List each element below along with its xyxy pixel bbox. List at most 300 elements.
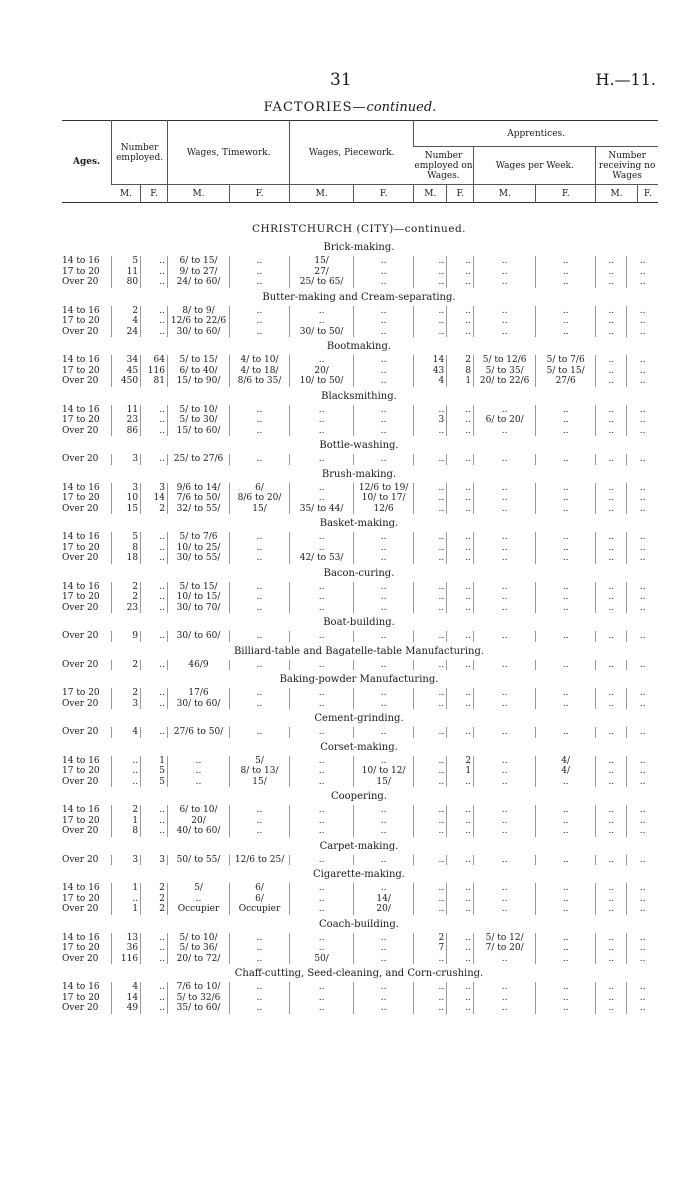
data-cell: 10/ to 50/: [290, 376, 354, 387]
data-cell: ..: [354, 1003, 414, 1014]
table-row: [62, 816, 658, 827]
data-cell: 1: [447, 766, 474, 777]
data-cell: ..: [230, 699, 290, 710]
section-heading: Brush-making.: [321, 468, 397, 480]
age-cell: Over 20: [62, 776, 99, 787]
header-ages: Ages.: [72, 156, 101, 167]
data-cell: 35/ to 44/: [290, 504, 354, 515]
data-cell: ..: [414, 660, 447, 671]
data-cell: ..: [596, 766, 627, 777]
data-cell: ..: [627, 592, 658, 603]
data-cell: 9: [112, 631, 141, 642]
data-cell: ..: [290, 543, 354, 554]
data-cell: ..: [447, 816, 474, 827]
data-cell: 8: [112, 543, 141, 554]
data-cell: ..: [596, 483, 627, 494]
data-cell: ..: [354, 982, 414, 993]
age-cell: 17 to 20: [62, 688, 100, 698]
section-heading: Brick-making.: [323, 242, 395, 253]
data-cell: ..: [141, 582, 168, 593]
data-cell: ..: [447, 933, 474, 944]
data-cell: 86: [112, 426, 141, 437]
data-cell: ..: [414, 483, 447, 494]
data-cell: 8/ to 13/: [230, 766, 290, 777]
data-cell: ..: [230, 816, 290, 827]
data-cell: ..: [230, 603, 290, 614]
age-cell: 14 to 16: [62, 755, 100, 766]
header-number-on-wages: Number employed on Wages.: [414, 147, 474, 185]
data-cell: ..: [447, 267, 474, 278]
age-cell: 14 to 16: [62, 932, 100, 943]
data-cell: ..: [474, 1003, 536, 1014]
data-cell: ..: [447, 993, 474, 1004]
data-cell: 20/: [290, 366, 354, 377]
data-cell: ..: [354, 366, 414, 377]
data-cell: ..: [447, 894, 474, 905]
data-cell: ..: [447, 660, 474, 671]
data-cell: ..: [596, 699, 627, 710]
data-cell: ..: [474, 592, 536, 603]
table-row: [62, 777, 658, 788]
age-cell: Over 20: [62, 698, 99, 709]
data-cell: ..: [354, 756, 414, 767]
data-cell: 30/ to 50/: [290, 327, 354, 338]
data-cell: ..: [447, 327, 474, 338]
data-cell: ..: [536, 306, 596, 317]
data-cell: ..: [290, 426, 354, 437]
data-cell: 2: [414, 933, 447, 944]
data-cell: ..: [536, 933, 596, 944]
data-cell: 4/: [536, 766, 596, 777]
data-cell: ..: [230, 532, 290, 543]
data-cell: ..: [627, 532, 658, 543]
data-cell: ..: [354, 943, 414, 954]
data-cell: ..: [230, 727, 290, 738]
data-cell: ..: [596, 777, 627, 788]
age-cell: 14 to 16: [62, 355, 100, 365]
data-cell: ..: [596, 727, 627, 738]
table-row: [62, 805, 658, 816]
data-cell: 25/ to 27/6: [167, 454, 229, 465]
data-cell: 6/ to 10/: [167, 805, 229, 816]
data-cell: ..: [474, 277, 536, 288]
data-cell: 116: [112, 954, 141, 965]
age-cell: Over 20: [62, 1003, 99, 1013]
data-cell: ..: [141, 454, 168, 465]
data-cell: 3: [141, 855, 168, 866]
data-cell: ..: [447, 805, 474, 816]
table-row: [62, 277, 658, 288]
data-cell: ..: [167, 766, 229, 777]
data-cell: ..: [354, 603, 414, 614]
data-cell: ..: [354, 688, 414, 699]
data-cell: ..: [627, 493, 658, 504]
data-cell: ..: [414, 504, 447, 515]
data-cell: ..: [474, 816, 536, 827]
data-cell: ..: [141, 426, 168, 437]
data-cell: ..: [112, 756, 141, 767]
data-cell: ..: [141, 982, 168, 993]
data-cell: ..: [596, 805, 627, 816]
data-cell: 10/ to 17/: [354, 493, 414, 504]
age-cell: Over 20: [62, 602, 99, 613]
data-cell: ..: [536, 316, 596, 327]
header-f: F.: [447, 185, 474, 203]
data-cell: 2: [141, 883, 168, 894]
data-cell: ..: [230, 660, 290, 671]
data-cell: 5/ to 32/6: [167, 993, 229, 1004]
data-cell: ..: [474, 256, 536, 267]
data-cell: ..: [230, 426, 290, 437]
data-cell: ..: [474, 826, 536, 837]
data-cell: ..: [141, 543, 168, 554]
section-heading: Cigarette-making.: [313, 869, 405, 880]
data-cell: ..: [596, 405, 627, 416]
data-cell: ..: [141, 1003, 168, 1014]
data-cell: ..: [141, 415, 168, 426]
data-cell: ..: [627, 582, 658, 593]
section-heading: Coach-building.: [319, 918, 399, 930]
data-cell: ..: [474, 756, 536, 767]
data-cell: ..: [354, 883, 414, 894]
data-cell: ..: [230, 415, 290, 426]
data-cell: ..: [414, 777, 447, 788]
data-cell: ..: [596, 816, 627, 827]
data-cell: ..: [230, 256, 290, 267]
data-cell: ..: [536, 256, 596, 267]
data-cell: ..: [141, 805, 168, 816]
data-cell: ..: [414, 688, 447, 699]
data-cell: 3: [112, 454, 141, 465]
data-cell: ..: [230, 954, 290, 965]
table-row: [62, 543, 658, 554]
data-cell: ..: [596, 277, 627, 288]
data-cell: 3: [112, 855, 141, 866]
data-cell: ..: [536, 327, 596, 338]
data-cell: 5/ to 35/: [474, 366, 536, 377]
data-cell: ..: [354, 826, 414, 837]
data-cell: 5/ to 15/: [167, 355, 229, 366]
data-cell: 6/ to 40/: [167, 366, 229, 377]
data-cell: ..: [354, 306, 414, 317]
data-cell: ..: [414, 267, 447, 278]
section-heading: Chaff-cutting, Seed-cleaning, and Corn-crushing.: [234, 968, 484, 979]
age-cell: 14 to 16: [62, 982, 100, 992]
data-cell: ..: [596, 376, 627, 387]
age-cell: 17 to 20: [62, 365, 100, 376]
data-cell: 5/ to 12/6: [474, 355, 536, 366]
data-cell: Occupier: [167, 904, 229, 915]
table-row: [62, 316, 658, 327]
data-cell: ..: [290, 855, 354, 866]
data-cell: ..: [596, 256, 627, 267]
table-row: [62, 582, 658, 593]
data-cell: 2: [141, 904, 168, 915]
table-row: [62, 483, 658, 494]
data-cell: ..: [627, 982, 658, 993]
data-cell: ..: [447, 603, 474, 614]
data-cell: ..: [596, 316, 627, 327]
data-cell: ..: [414, 306, 447, 317]
data-cell: ..: [447, 582, 474, 593]
age-cell: 17 to 20: [62, 592, 100, 602]
table-row: [62, 756, 658, 767]
table-row: [62, 405, 658, 416]
data-cell: Occupier: [230, 904, 290, 915]
data-cell: ..: [414, 954, 447, 965]
data-cell: ..: [596, 993, 627, 1004]
data-cell: 2: [112, 805, 141, 816]
section-heading: Coopering.: [330, 791, 387, 802]
data-cell: ..: [627, 1003, 658, 1014]
data-cell: ..: [447, 943, 474, 954]
data-cell: ..: [627, 327, 658, 338]
data-cell: ..: [447, 727, 474, 738]
data-cell: ..: [627, 777, 658, 788]
data-cell: 30/ to 60/: [167, 699, 229, 710]
data-cell: ..: [447, 316, 474, 327]
table-row: [62, 826, 658, 837]
data-cell: ..: [474, 982, 536, 993]
data-cell: ..: [290, 756, 354, 767]
data-cell: ..: [354, 277, 414, 288]
data-cell: ..: [141, 316, 168, 327]
data-cell: 1: [447, 376, 474, 387]
data-cell: 8: [112, 826, 141, 837]
data-cell: 23: [112, 415, 141, 426]
data-cell: ..: [627, 727, 658, 738]
data-cell: ..: [474, 883, 536, 894]
data-cell: ..: [596, 660, 627, 671]
data-cell: 5: [141, 777, 168, 788]
data-cell: ..: [627, 894, 658, 905]
section-heading: Boat-building.: [323, 617, 395, 628]
data-cell: ..: [627, 805, 658, 816]
data-cell: ..: [474, 727, 536, 738]
age-cell: 17 to 20: [62, 542, 100, 553]
data-cell: ..: [474, 777, 536, 788]
data-cell: ..: [536, 582, 596, 593]
data-cell: 4/: [536, 756, 596, 767]
data-cell: ..: [414, 904, 447, 915]
data-cell: ..: [474, 543, 536, 554]
data-cell: 5/ to 15/: [536, 366, 596, 377]
data-cell: ..: [474, 553, 536, 564]
data-cell: ..: [141, 816, 168, 827]
table-header: [62, 120, 658, 203]
data-cell: 3: [112, 699, 141, 710]
data-cell: ..: [414, 582, 447, 593]
data-cell: ..: [627, 933, 658, 944]
header-f: F.: [354, 185, 414, 203]
data-cell: ..: [414, 982, 447, 993]
data-cell: ..: [141, 603, 168, 614]
age-cell: Over 20: [62, 277, 99, 287]
table-row: [62, 766, 658, 777]
data-cell: ..: [474, 855, 536, 866]
data-cell: 30/ to 60/: [167, 327, 229, 338]
data-cell: ..: [474, 267, 536, 278]
header-f: F.: [230, 185, 290, 203]
data-cell: 15/: [290, 256, 354, 267]
data-cell: ..: [230, 688, 290, 699]
data-cell: ..: [141, 826, 168, 837]
data-cell: 24/ to 60/: [167, 277, 229, 288]
data-cell: 5/: [230, 756, 290, 767]
data-cell: ..: [474, 504, 536, 515]
data-cell: 5/ to 10/: [167, 933, 229, 944]
data-cell: ..: [230, 933, 290, 944]
data-cell: ..: [596, 327, 627, 338]
data-cell: ..: [447, 1003, 474, 1014]
data-cell: ..: [536, 894, 596, 905]
table-row: [62, 943, 658, 954]
data-cell: 14: [414, 355, 447, 366]
data-cell: ..: [447, 277, 474, 288]
data-cell: 27/6 to 50/: [167, 727, 229, 738]
data-cell: ..: [354, 267, 414, 278]
data-cell: 14: [112, 993, 141, 1004]
data-cell: 7/6 to 50/: [167, 493, 229, 504]
data-cell: ..: [474, 532, 536, 543]
data-cell: ..: [414, 327, 447, 338]
data-cell: ..: [536, 883, 596, 894]
data-cell: 8/6 to 35/: [230, 376, 290, 387]
data-cell: ..: [536, 553, 596, 564]
data-cell: 5/ to 30/: [167, 415, 229, 426]
data-cell: ..: [474, 894, 536, 905]
age-cell: Over 20: [62, 326, 99, 337]
data-cell: ..: [414, 553, 447, 564]
table-row: [62, 355, 658, 366]
data-cell: ..: [474, 954, 536, 965]
table-row: [62, 933, 658, 944]
data-cell: ..: [536, 426, 596, 437]
data-cell: ..: [112, 894, 141, 905]
data-cell: 5/ to 7/6: [167, 532, 229, 543]
data-cell: ..: [536, 727, 596, 738]
header-m: M.: [119, 188, 132, 199]
data-cell: ..: [474, 993, 536, 1004]
data-cell: ..: [536, 993, 596, 1004]
data-cell: 11: [112, 267, 141, 278]
data-cell: ..: [596, 904, 627, 915]
table-row: [62, 993, 658, 1004]
data-cell: ..: [474, 805, 536, 816]
data-cell: 20/ to 72/: [167, 954, 229, 965]
data-cell: 5: [112, 532, 141, 543]
page-number: 31: [330, 70, 352, 90]
data-cell: 2: [112, 688, 141, 699]
data-cell: ..: [474, 904, 536, 915]
data-cell: ..: [596, 933, 627, 944]
data-cell: ..: [354, 415, 414, 426]
data-cell: ..: [596, 954, 627, 965]
data-cell: 5/ to 36/: [167, 943, 229, 954]
data-cell: 23: [112, 603, 141, 614]
data-cell: ..: [627, 504, 658, 515]
section-heading: Basket-making.: [319, 518, 399, 529]
data-cell: 6/ to 15/: [167, 256, 229, 267]
data-cell: ..: [596, 532, 627, 543]
data-cell: 4: [112, 316, 141, 327]
data-cell: 10/ to 12/: [354, 766, 414, 777]
data-cell: 116: [141, 366, 168, 377]
table-row: [62, 306, 658, 317]
data-cell: ..: [414, 855, 447, 866]
data-cell: ..: [141, 553, 168, 564]
data-cell: ..: [536, 543, 596, 554]
section-heading: Butter-making and Cream-separating.: [262, 291, 456, 303]
table-row: [62, 553, 658, 564]
data-cell: ..: [596, 1003, 627, 1014]
age-cell: 14 to 16: [62, 883, 100, 893]
data-cell: ..: [230, 1003, 290, 1014]
table-row: [62, 366, 658, 377]
section-heading: Billiard-table and Bagatelle-table Manufacturing.: [233, 645, 485, 657]
data-cell: ..: [596, 855, 627, 866]
age-cell: 17 to 20: [62, 493, 100, 503]
age-cell: Over 20: [62, 503, 99, 514]
table-row: [62, 504, 658, 515]
data-cell: ..: [596, 366, 627, 377]
data-cell: ..: [112, 777, 141, 788]
data-cell: ..: [596, 631, 627, 642]
data-cell: ..: [536, 415, 596, 426]
data-cell: ..: [354, 426, 414, 437]
data-cell: ..: [290, 603, 354, 614]
table-row: [62, 904, 658, 915]
data-cell: ..: [230, 582, 290, 593]
table-row: [62, 855, 658, 866]
data-cell: ..: [414, 426, 447, 437]
data-cell: 7: [414, 943, 447, 954]
data-cell: ..: [447, 426, 474, 437]
data-cell: ..: [627, 943, 658, 954]
data-cell: 8: [447, 366, 474, 377]
data-cell: ..: [354, 993, 414, 1004]
data-cell: ..: [230, 405, 290, 416]
data-cell: 32/ to 55/: [167, 504, 229, 515]
data-cell: ..: [447, 493, 474, 504]
data-cell: ..: [414, 543, 447, 554]
data-cell: ..: [536, 816, 596, 827]
data-cell: 5/: [167, 883, 229, 894]
data-cell: ..: [536, 826, 596, 837]
data-cell: ..: [414, 603, 447, 614]
header-wages-piecework: Wages, Piecework.: [290, 121, 414, 185]
data-cell: 9/ to 27/: [167, 267, 229, 278]
data-cell: ..: [447, 699, 474, 710]
data-cell: 24: [112, 327, 141, 338]
table-row: [62, 699, 658, 710]
data-cell: ..: [596, 306, 627, 317]
data-cell: ..: [230, 267, 290, 278]
header-m: M.: [414, 185, 447, 203]
data-cell: ..: [627, 483, 658, 494]
data-cell: ..: [596, 894, 627, 905]
table-row: [62, 660, 658, 671]
data-cell: ..: [596, 543, 627, 554]
age-cell: 14 to 16: [62, 404, 100, 415]
section-heading: Baking-powder Manufacturing.: [279, 674, 439, 685]
data-cell: ..: [112, 766, 141, 777]
data-cell: ..: [414, 454, 447, 465]
age-cell: 17 to 20: [62, 815, 100, 826]
data-cell: ..: [167, 777, 229, 788]
data-cell: ..: [536, 660, 596, 671]
data-cell: ..: [536, 405, 596, 416]
